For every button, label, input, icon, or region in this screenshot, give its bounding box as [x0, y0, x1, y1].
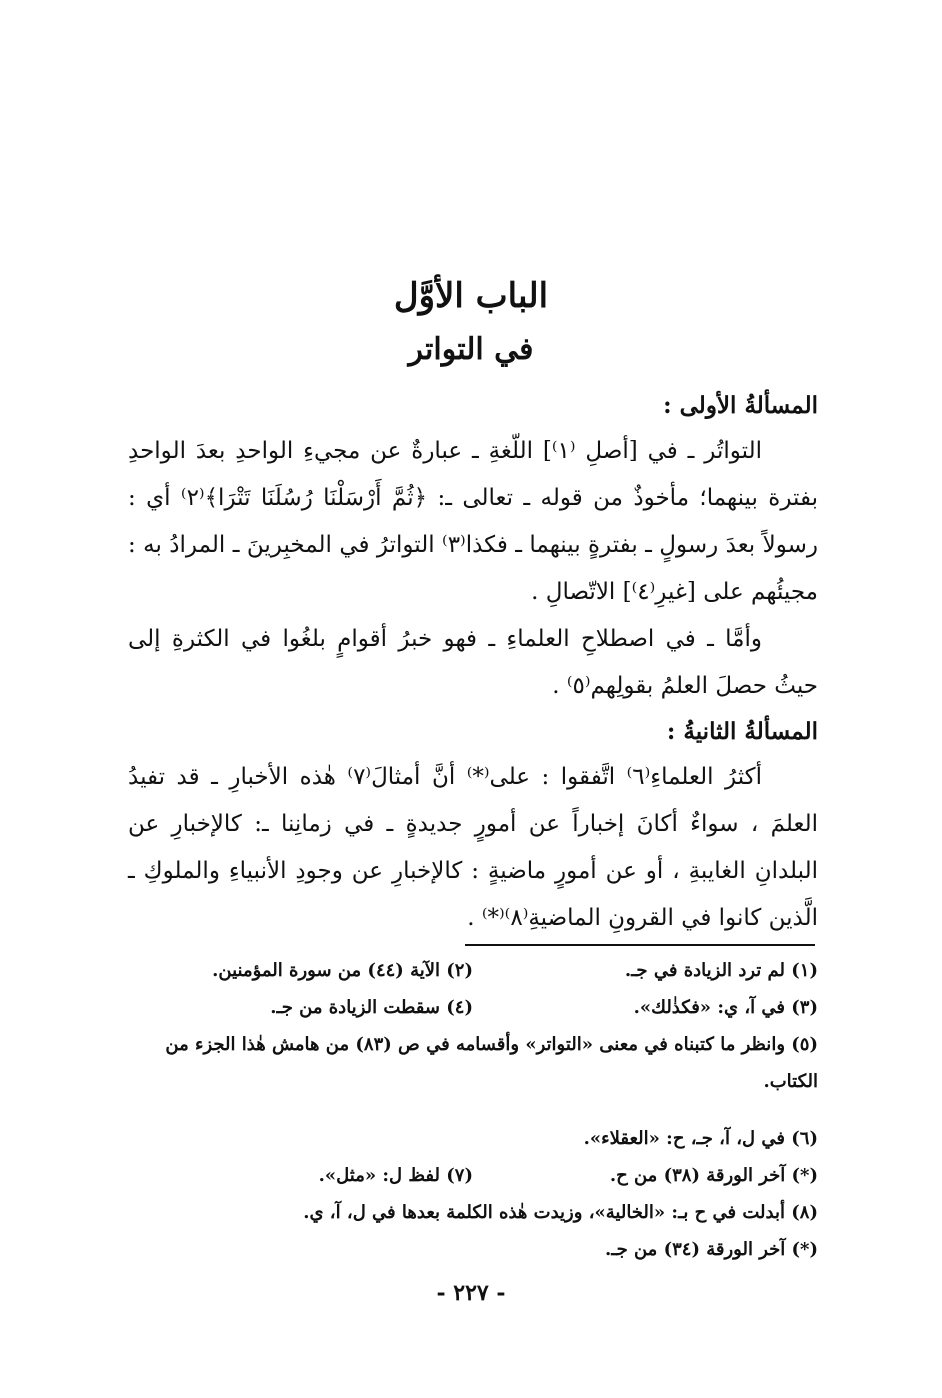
footnote-8: (٨) أبدلت في ح بـ: «الخالية»، وزيدت هٰذه الكلمة بعدها في ل، آ، ي. [303, 1202, 818, 1223]
footnotes-block-a [128, 952, 818, 1100]
section1-paragraph-2: وأمَّا ـ في اصطلاحِ العلماءِ ـ فهو خبرُ أقوامٍ بلغُوا في الكثرةِ إلى حيثُ حصلَ العلمُ بقولِهم⁽٥⁾ . [128, 626, 818, 699]
footnote-3: (٣) في آ، ي: «فكذٰلك». [633, 997, 818, 1018]
section2-heading: المسألةُ الثانيةُ : [666, 718, 818, 745]
footnote-divider [465, 944, 815, 946]
footnote-star-2: (*) آخر الورقة (٣٤) من جـ. [605, 1239, 818, 1260]
section1-heading: المسألةُ الأولى : [663, 392, 818, 419]
footnote-row [128, 1157, 818, 1194]
page-number: - ٢٢٧ - [436, 1280, 506, 1306]
footnote-1: (١) لم ترد الزيادة في جـ. [624, 960, 818, 981]
chapter-title: الباب الأوَّل [393, 276, 549, 316]
section2-paragraph-1: أكثرُ العلماءِ⁽٦⁾ اتَّفقوا : على⁽*⁾ أنَّ أمثالَ⁽٧⁾ هٰذه الأخبارِ ـ قد تفيدُ العلمَ ، سواءٌ أكانَ إخباراً عن أمورٍ جديدةٍ ـ في زمانِنا ـ: كالإخبارِ عن البلدانِ الغايبةِ ، أو عن أمورٍ ماضيةٍ : كالإخبارِ عن وجودِ الأنبياءِ والملوكِ ـ الَّذين كانوا في القرونِ الماضيةِ⁽٨⁾⁽*⁾ . [128, 764, 818, 931]
footnote-6: (٦) في ل، آ، جـ، ح: «العقلاء». [583, 1128, 818, 1149]
footnotes-block-b [128, 1120, 818, 1268]
footnote-4: (٤) سقطت الزيادة من جـ. [270, 997, 473, 1018]
footnote-row [128, 952, 818, 989]
footnote-7: (٧) لفظ ل: «مثل». [318, 1165, 473, 1186]
section1-paragraph-1: التواتُر ـ في [أصلِ ⁽١⁾] اللّغةِ ـ عبارةٌ عن مجيءِ الواحدِ بعدَ الواحدِ بفترة بينهما؛ مأخوذٌ من قوله ـ تعالى ـ: ﴿ثُمَّ أَرْسَلْنَا رُسُلَنَا تَتْرَا﴾⁽٢⁾ أي : رسولاً بعدَ رسولٍ ـ بفترةٍ بينهما ـ فكذا⁽٣⁾ التواترُ في المخبِرينَ ـ المرادُ به : مجيئُهم على [غيرِ⁽٤⁾] الاتّصالِ . [128, 438, 818, 605]
footnote-5: (٥) وانظر ما كتبناه في معنى «التواتر» وأقسامه في ص (٨٣) من هامش هٰذا الجزء من الكتاب. [165, 1034, 818, 1092]
footnote-star-1: (*) آخر الورقة (٣٨) من ح. [609, 1165, 818, 1186]
footnote-2: (٢) الآية (٤٤) من سورة المؤمنين. [212, 960, 473, 981]
footnote-row [128, 989, 818, 1026]
chapter-subtitle: في التواتر [408, 332, 534, 367]
